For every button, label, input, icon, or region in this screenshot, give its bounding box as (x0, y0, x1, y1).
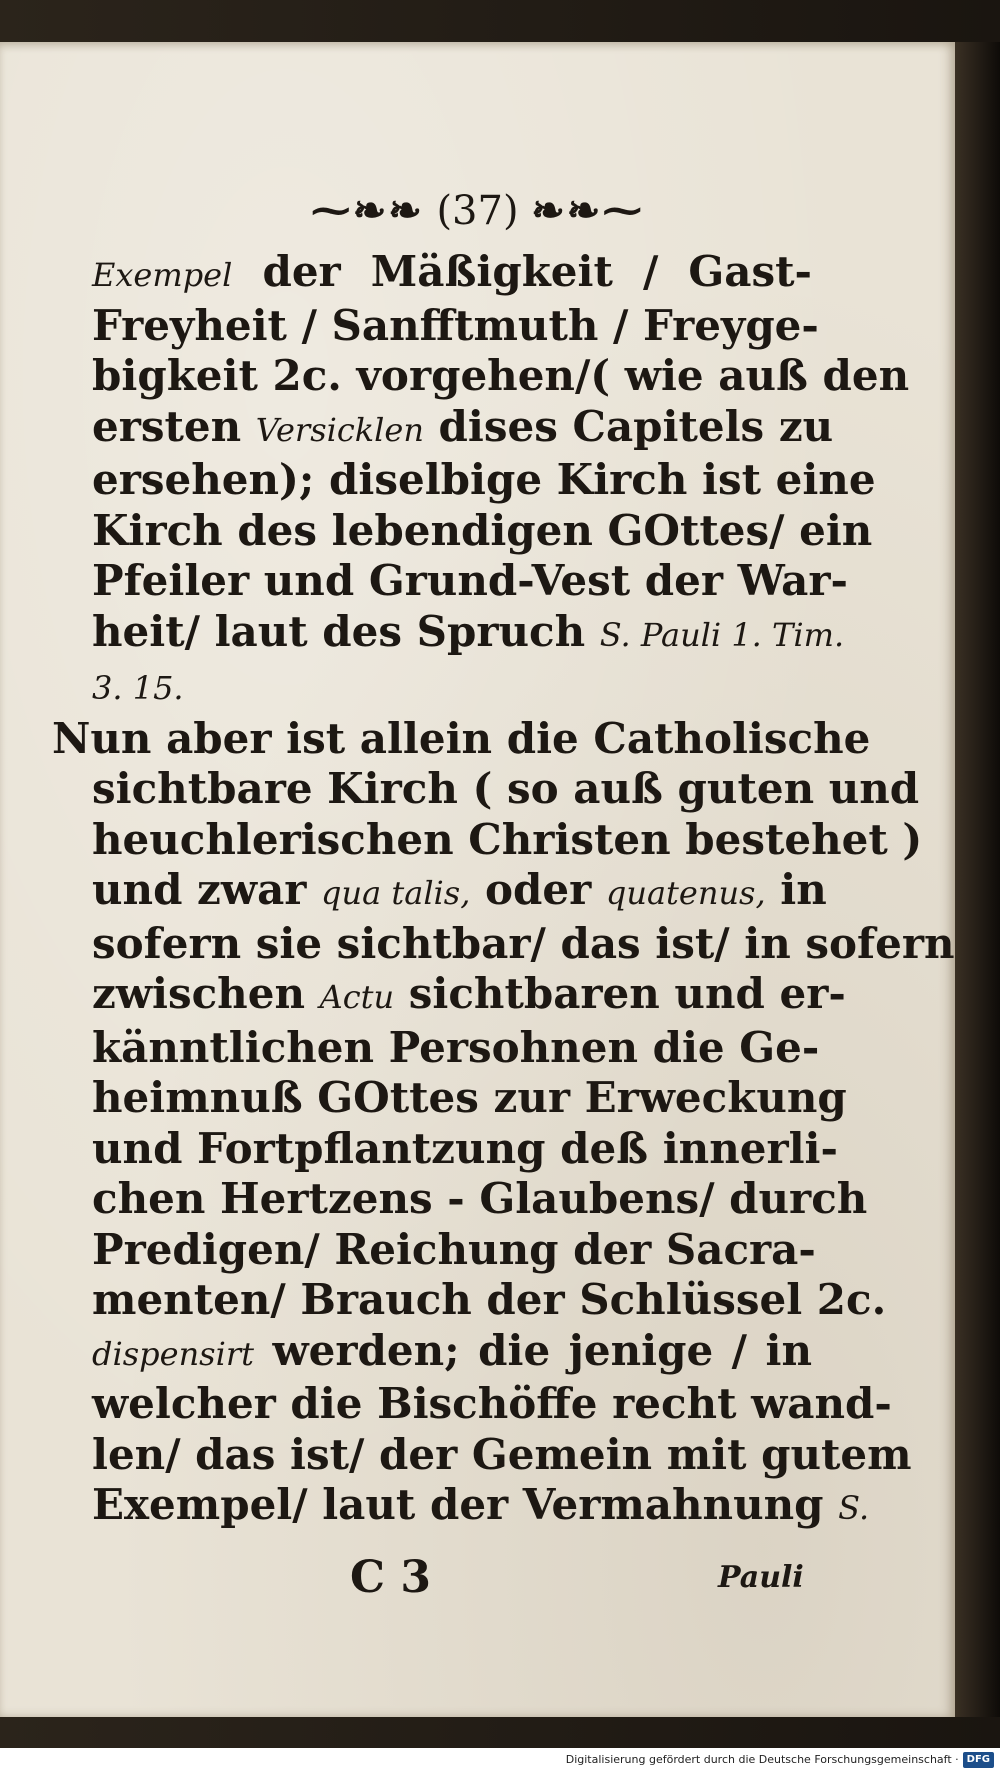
fraktur-text: heit/ laut des Spruch (92, 606, 600, 656)
text-line (92, 969, 846, 1023)
fraktur-text: Predigen/ Reichung der Sacra- (92, 1224, 816, 1274)
fraktur-text: Exempel/ laut der Vermahnung (92, 1480, 839, 1529)
fraktur-text: Kirch des lebendigen GOttes/ ein (92, 505, 873, 555)
text-line (92, 351, 910, 402)
page-edge-shadow (955, 42, 1000, 1717)
text-line (92, 300, 819, 352)
text-line (92, 1326, 812, 1380)
signature-mark: C 3 (350, 1552, 431, 1603)
header-ornament-right: ❧❧⁓ (531, 187, 645, 234)
fraktur-text: Pfeiler und Grund-Vest der War- (92, 556, 848, 605)
fraktur-text: oder (470, 865, 606, 914)
text-line (92, 1174, 868, 1225)
fraktur-text: und Fortpflantzung deß innerli- (92, 1123, 838, 1173)
header-ornament-left: ⁓❧❧ (310, 187, 424, 234)
fraktur-text: Freyheit / Sanfftmuth / Freyge- (92, 300, 819, 350)
text-line (92, 865, 827, 919)
fraktur-text: sofern sie sichtbar/ das ist/ in sofern (92, 918, 955, 968)
text-line (92, 814, 923, 866)
text-line (92, 1022, 820, 1074)
text-line (92, 1379, 892, 1430)
footer-text: Digitalisierung gefördert durch die Deutsche Forschungsgemeinschaft · (565, 1753, 959, 1766)
text-line (92, 455, 876, 506)
text-line (92, 247, 812, 301)
fraktur-text: heuchlerischen Christen bestehet ) (92, 814, 923, 864)
fraktur-text: Nun aber ist allein die Catholische (52, 713, 871, 763)
page-number: (37) (436, 188, 519, 234)
latin-text: quatenus, (605, 874, 766, 912)
text-line (92, 556, 848, 607)
page-header (0, 187, 955, 234)
fraktur-text: in (765, 865, 827, 914)
fraktur-text: len/ das ist/ der Gemein mit gutem (92, 1429, 912, 1479)
text-line (92, 401, 834, 456)
latin-text: S. Pauli 1. Tim. (599, 615, 845, 654)
text-line (92, 918, 955, 970)
latin-text: 3. 15. (92, 669, 184, 707)
fraktur-text: dises Capitels zu (423, 401, 834, 451)
catchword: Pauli (718, 1560, 804, 1595)
paragraph-2 (52, 713, 955, 1534)
latin-text: S. (838, 1489, 870, 1527)
fraktur-text: ersehen); diselbige Kirch ist eine (92, 455, 876, 504)
text-line (92, 1275, 887, 1326)
text-line (92, 1123, 838, 1175)
latin-text: Exempel (92, 256, 233, 294)
fraktur-text: känntlichen Persohnen die Ge- (92, 1022, 820, 1072)
text-line (92, 606, 845, 661)
book-page (0, 42, 955, 1717)
fraktur-text: ersten (92, 401, 256, 451)
latin-text: dispensirt (92, 1334, 254, 1373)
paragraph-1 (92, 247, 910, 714)
fraktur-text: menten/ Brauch der Schlüssel 2c. (92, 1275, 887, 1324)
fraktur-text: welcher die Bischöffe recht wand- (92, 1379, 892, 1428)
fraktur-text: und zwar (92, 865, 322, 914)
digitization-footer (0, 1748, 1000, 1772)
fraktur-text: chen Hertzens - Glaubens/ durch (92, 1174, 868, 1223)
fraktur-text: zwischen (92, 969, 320, 1018)
fraktur-text: sichtbaren und er- (394, 969, 846, 1018)
text-line (52, 713, 871, 765)
text-line (92, 1224, 816, 1276)
fraktur-text: heimnuß GOttes zur Erweckung (92, 1073, 847, 1122)
body-text (52, 247, 955, 1534)
latin-text: Versicklen (255, 410, 424, 449)
text-line (92, 1073, 847, 1124)
text-line (92, 1480, 870, 1534)
text-line (92, 505, 873, 557)
text-line (92, 1429, 912, 1481)
latin-text: Actu (319, 978, 395, 1016)
fraktur-text: werden; die jenige / in (253, 1325, 812, 1375)
text-line (92, 660, 812, 714)
fraktur-text: sichtbare Kirch ( so auß guten und (92, 764, 920, 813)
text-line (92, 764, 920, 815)
fraktur-text: bigkeit 2c. vorgehen/( wie auß den (92, 351, 910, 400)
dfg-logo: DFG (963, 1752, 994, 1768)
fraktur-text: der Mäßigkeit / Gast- (232, 247, 812, 296)
page-footer-row (0, 1552, 955, 1612)
latin-text: qua talis, (321, 874, 471, 912)
